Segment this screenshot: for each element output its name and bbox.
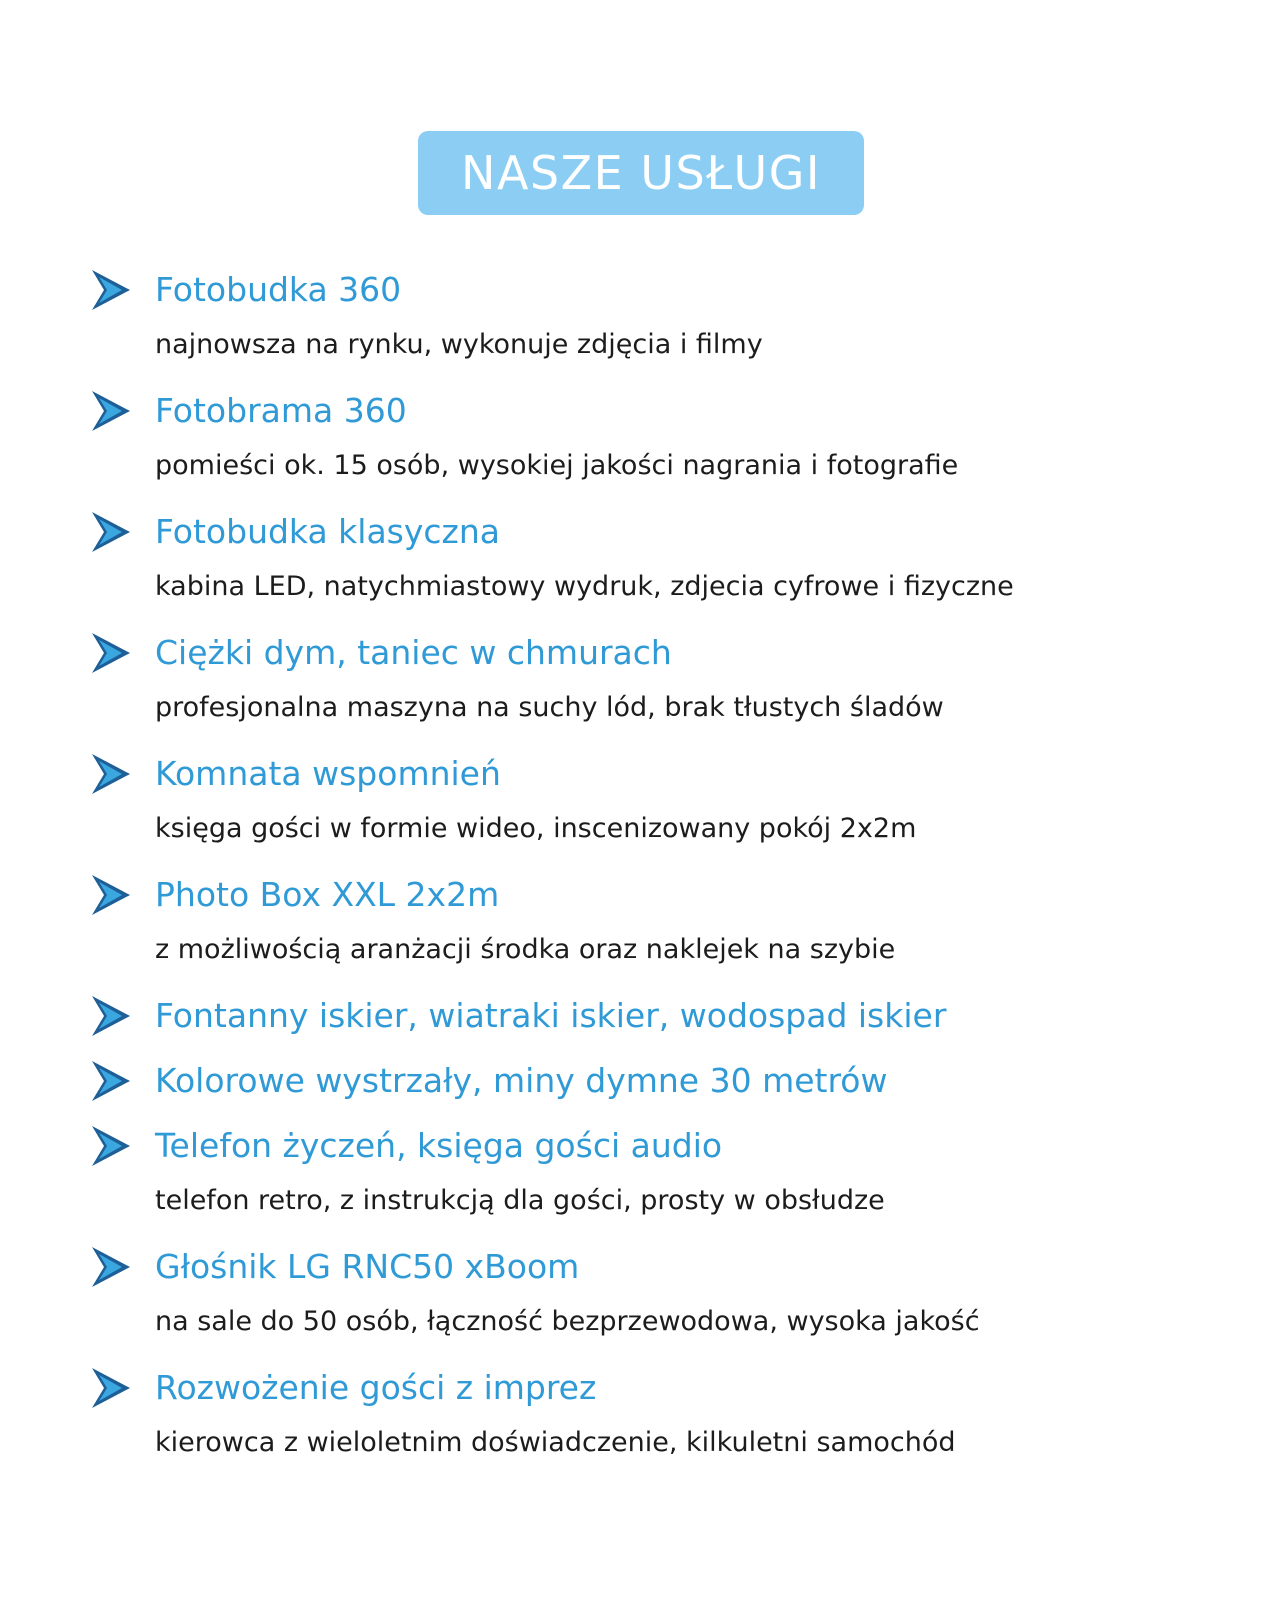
service-description: telefon retro, z instrukcją dla gości, prosty w obsłudze bbox=[155, 1185, 885, 1216]
service-description: najnowsza na rynku, wykonuje zdjęcia i filmy bbox=[155, 329, 763, 360]
service-description: na sale do 50 osób, łączność bezprzewodowa, wysoka jakość bbox=[155, 1306, 980, 1337]
service-description: profesjonalna maszyna na suchy lód, brak tłustych śladów bbox=[155, 692, 944, 723]
chevron-right-icon bbox=[92, 996, 130, 1036]
chevron-right-icon bbox=[92, 633, 130, 673]
service-description: kierowca z wieloletnim doświadczenie, kilkuletni samochód bbox=[155, 1427, 956, 1458]
page-title: NASZE USŁUGI bbox=[461, 146, 821, 200]
service-title: Telefon życzeń, księga gości audio bbox=[155, 1126, 723, 1165]
chevron-right-icon bbox=[92, 270, 130, 310]
service-title: Fotobudka klasyczna bbox=[155, 512, 501, 551]
service-description: z możliwością aranżacji środka oraz naklejek na szybie bbox=[155, 934, 896, 965]
chevron-right-icon bbox=[92, 1247, 130, 1287]
service-description: księga gości w formie wideo, inscenizowany pokój 2x2m bbox=[155, 813, 917, 844]
chevron-right-icon bbox=[92, 1061, 130, 1101]
service-title: Rozwożenie gości z imprez bbox=[155, 1368, 597, 1407]
service-description: pomieści ok. 15 osób, wysokiej jakości nagrania i fotografie bbox=[155, 450, 959, 481]
service-title: Ciężki dym, taniec w chmurach bbox=[155, 633, 672, 672]
chevron-right-icon bbox=[92, 391, 130, 431]
service-title: Photo Box XXL 2x2m bbox=[155, 875, 500, 914]
service-title: Głośnik LG RNC50 xBoom bbox=[155, 1247, 580, 1286]
header-badge bbox=[418, 131, 864, 215]
service-title: Fotobrama 360 bbox=[155, 391, 407, 430]
service-title: Fotobudka 360 bbox=[155, 270, 402, 309]
service-description: kabina LED, natychmiastowy wydruk, zdjecia cyfrowe i fizyczne bbox=[155, 571, 1014, 602]
chevron-right-icon bbox=[92, 1368, 130, 1408]
service-title: Komnata wspomnień bbox=[155, 754, 501, 793]
chevron-right-icon bbox=[92, 512, 130, 552]
chevron-right-icon bbox=[92, 1126, 130, 1166]
chevron-right-icon bbox=[92, 875, 130, 915]
service-title: Fontanny iskier, wiatraki iskier, wodospad iskier bbox=[155, 996, 947, 1035]
service-title: Kolorowe wystrzały, miny dymne 30 metrów bbox=[155, 1061, 888, 1100]
chevron-right-icon bbox=[92, 754, 130, 794]
